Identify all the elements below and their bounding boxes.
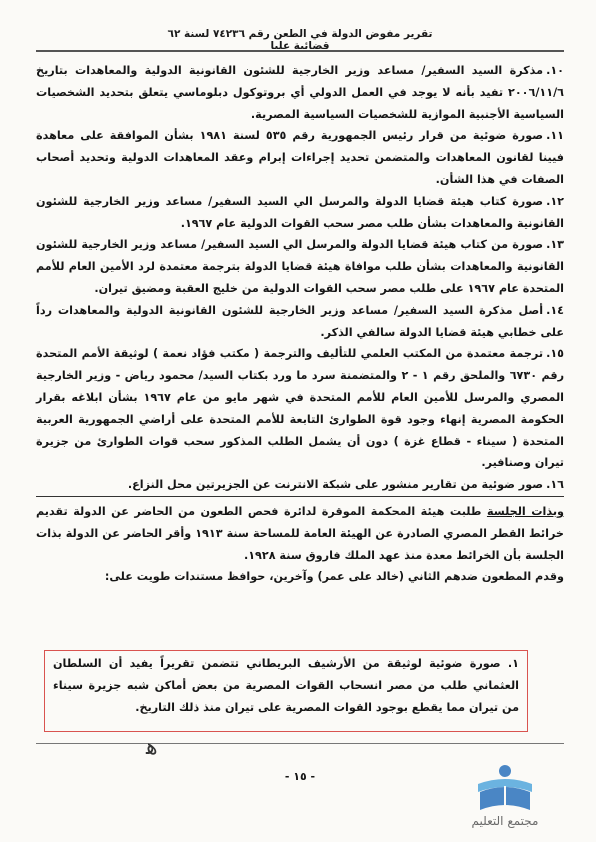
list-item <box>36 60 564 125</box>
item-text: أصل مذكرة السيد السفير/ مساعد وزير الخارجية للشئون القانونية الدولية والمعاهدات رداً على خطابي هيئة قضايا الدولة سالفي الذكر. <box>36 303 564 339</box>
page-header-title: تقرير مفوض الدولة في الطعن رقم ٧٤٢٣٦ لسنة ٦٢ قضائية عليا <box>167 28 433 52</box>
item-text: صورة ضوئية من قرار رئيس الجمهورية رقم ٥٣٥ لسنة ١٩٨١ بشأن الموافقة على معاهدة فيينا لقانون المعاهدات والمتضمن تحديد إجراءات إبرام وعقد المعاهدات الدولية وتحديد أصحاب الصفات في هذا الشأن. <box>36 129 564 186</box>
list-item <box>36 343 564 474</box>
list-item <box>36 125 564 190</box>
page-number: - ١٥ - <box>284 770 316 783</box>
appellant-text: وقدم المطعون ضدهم الثاني (خالد على عمر) وآخرين، حوافظ مستندات طويت على: <box>104 570 564 584</box>
item-text: ترجمة معتمدة من المكتب العلمي للتأليف والترجمة ( مكتب فؤاد نعمة ) لوثيقة الأمم المتحدة رقم ٦٧٣٠ والملحق رقم ١ - ٢ والمتضمنة سرد ما ورد بكتاب السيد/ محمود رياض - وزير الخارجية المصري والمرسل للأمين العام للأمم المتحدة في شهر مايو من عام ١٩٦٧ بشأن ابلاغه بقرار الحكومة المصرية إنهاء وجود قوة الطوارئ التابعة للأمم المتحدة على أراضي الجمهورية العربية المتحدة ( سيناء - قطاع غزة ) دون أن يشمل الطلب المذكور سحب قوات الطوارئ من جزيرة تيران وصنافير. <box>36 347 565 470</box>
session-paragraph <box>36 496 564 566</box>
item-number: ١٠. <box>546 64 564 77</box>
list-item <box>36 191 564 235</box>
item-number: ١٢. <box>546 194 564 208</box>
boxed-item-number: ١. <box>507 657 519 670</box>
header-divider <box>36 50 564 52</box>
item-text: صورة من كتاب هيئة قضايا الدولة والمرسل الي السيد السفير/ مساعد وزير الخارجية للشئون القانونية والمعاهدات بشأن طلب موافاة هيئة قضايا الدولة بترجمة معتمدة لرد الأمين العام للأمم المتحدة عام ١٩٦٧ على طلب مصر سحب القوات الدولية من خليج العقبة ومضيق تيران. <box>36 238 564 295</box>
logo-caption: مجتمع التعليم <box>471 814 539 828</box>
appellant-paragraph <box>36 566 564 588</box>
item-text: صورة كتاب هيئة قضايا الدولة والمرسل الي السيد السفير/ مساعد وزير الخارجية للشئون القانونية والمعاهدات بشأن طلب مصر سحب القوات الدولية عام ١٩٦٧. <box>36 194 564 230</box>
item-number: ١٤. <box>546 303 564 317</box>
signature-mark: ﻫ <box>146 735 158 760</box>
item-number: ١٥. <box>546 347 564 361</box>
session-text: طلبت هيئة المحكمة الموقرة لدائرة فحص الطعون من الحاضر عن الدولة تقديم خرائط القطر المصري الصادرة عن الهيئة العامة للمساحة سنة ١٩١٣ وأقر الحاضر عن الدولة بذات الجلسة بأن الخرائط معدة منذ عهد الملك فاروق سنة ١٩٢٨. <box>36 504 564 562</box>
list-item <box>36 234 564 299</box>
item-number: ١١. <box>546 129 564 143</box>
signature-rule <box>36 743 564 744</box>
list-item <box>36 474 564 496</box>
item-number: ١٦. <box>546 478 564 492</box>
session-lead: وبذات الجلسة <box>486 504 564 518</box>
document-body <box>36 60 564 588</box>
item-text: مذكرة السيد السفير/ مساعد وزير الخارجية للشئون القانونية الدولية والمعاهدات بتاريخ ٢٠٠٦/١١/٦ تفيد بأنه لا يوجد في العمل الدولي أي بروتوكول دبلوماسي يتعلق بتحديد الشخصيات السياسية الأجنبية الموازية للشخصيات السياسية المصرية. <box>36 64 564 121</box>
item-number: ١٣. <box>546 238 564 252</box>
item-text: صور ضوئية من تقارير منشور على شبكة الانترنت عن الجزيرتين محل النزاع. <box>127 478 544 492</box>
education-community-logo-icon <box>470 762 540 814</box>
boxed-item-text: صورة ضوئية لوثيقة من الأرشيف البريطاني تتضمن تقريراً يفيد أن السلطان العثماني طلب من مصر انسحاب القوات المصرية من بعض أماكن شبه جزيرة سيناء من تيران مما يقطع بوجود القوات المصرية على تيران منذ ذلك التاريخ. <box>53 657 519 714</box>
list-item <box>36 300 564 344</box>
highlighted-item-box <box>44 650 528 732</box>
